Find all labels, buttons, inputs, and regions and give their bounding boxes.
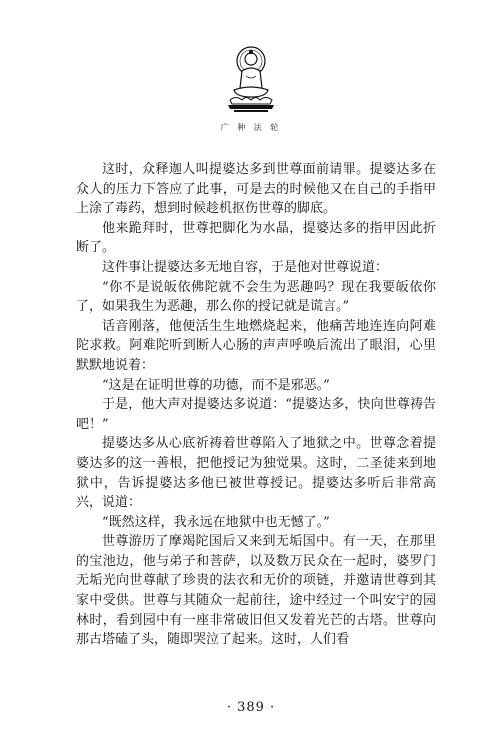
page-number: · 389 · <box>226 700 276 715</box>
paragraph-5: 话音刚落，他便活生生地燃烧起来，他痛苦地连连向阿难陀求救。阿难陀听到断人心肠的声声呼唤后流出了眼泪，心里默默地说着： <box>76 318 436 373</box>
paragraph-9: “既然这样，我永远在地狱中也无憾了。” <box>102 514 330 530</box>
paragraph-7: 于是，他大声对提婆达多说道：“提婆达多，快向世尊祷告吧！” <box>76 397 436 432</box>
paragraph-6: “这是在证明世尊的功德，而不是邪恶。” <box>102 377 330 393</box>
seated-buddha-icon <box>222 44 280 116</box>
paragraph-2: 他来跪拜时，世尊把脚化为水晶，提婆达多的指甲因此折断了。 <box>76 220 436 256</box>
paragraph-3: 这件事让提婆达多无地自容，于是他对世尊说道： <box>102 259 389 275</box>
header-caption: 广 种 法 轮 <box>220 123 282 132</box>
paragraph-4: “你不是说皈依佛陀就不会生为恶趣吗？现在我要皈依你了，如果我生为恶趣，那么你的授记就是谎言。” <box>76 279 436 315</box>
paragraph-10: 世尊游历了摩竭陀国后又来到无垢国中。有一天，在那里的宝池边，他与弟子和菩萨，以及数万民众在一起时，婆罗门无垢光向世尊献了珍贵的法衣和无价的项链，并邀请世尊到其家中受供。世尊与其随众一起前往，途中经过一个叫安宁的园林时，看到园中有一座非常破旧但又发着光芒的古塔。世尊向那古塔磕了头，随即哭泣了起来。这时，人们看 <box>76 534 436 648</box>
paragraph-8: 提婆达多从心底祈祷着世尊陷入了地狱之中。世尊念着提婆达多的这一善根，把他授记为独觉果。这时，二圣徒来到地狱中，告诉提婆达多他已被世尊授记。提婆达多听后非常高兴，说道： <box>76 436 436 511</box>
body-text <box>76 160 436 650</box>
paragraph-1: 这时，众释迦人叫提婆达多到世尊面前请罪。提婆达多在众人的压力下答应了此事，可是去的时候他又在自己的手指甲上涂了毒药，想到时候趁机抠伤世尊的脚底。 <box>76 162 436 217</box>
